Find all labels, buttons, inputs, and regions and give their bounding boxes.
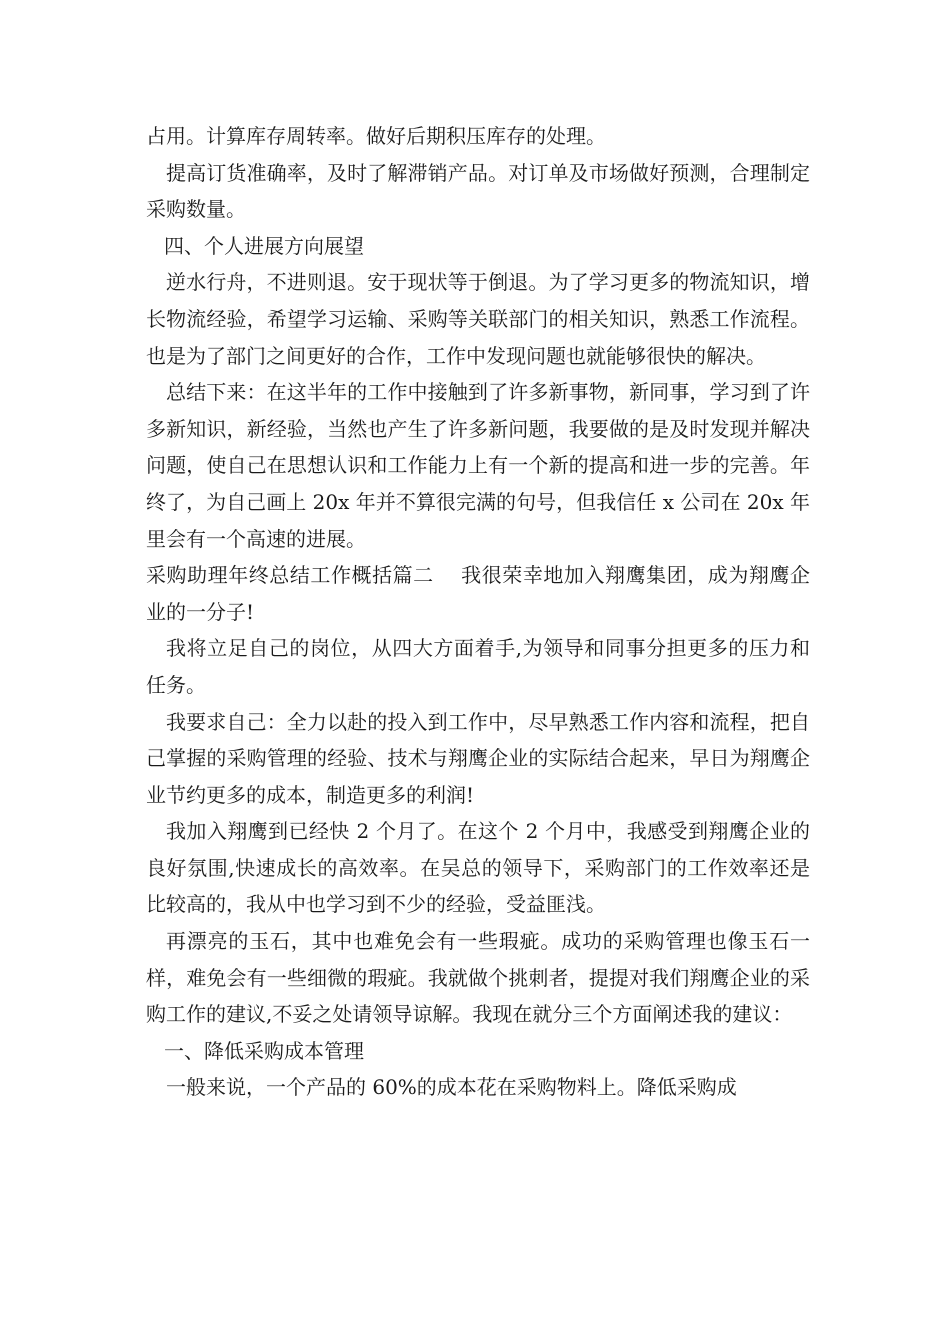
paragraph-summary: 总结下来：在这半年的工作中接触到了许多新事物，新同事，学习到了许多新知识，新经验，当然也产生了许多新问题，我要做的是及时发现并解决问题，使自己在思想认识和工作能力上有一个新的提高和进一步的完善。年终了，为自己画上 20x 年并不算很完满的句号，但我信任 x 公司在 20x 年里会有一个高速的进展。 (146, 380, 810, 551)
paragraph-cost-sixty-percent: 一般来说，一个产品的 60%的成本花在采购物料上。降低采购成 (166, 1075, 737, 1100)
paragraph-four-aspects: 我将立足自己的岗位，从四大方面着手,为领导和同事分担更多的压力和任务。 (146, 636, 810, 697)
paragraph-self-requirements: 我要求自己：全力以赴的投入到工作中，尽早熟悉工作内容和流程，把自己掌握的采购管理的经验、技术与翔鹰企业的实际结合起来，早日为翔鹰企业节约更多的成本，制造更多的利润! (146, 709, 810, 807)
section-heading-personal-outlook: 四、个人进展方向展望 (164, 233, 364, 258)
paragraph-inventory-continuation: 占用。计算库存周转率。做好后期积压库存的处理。 (146, 124, 606, 148)
paragraph-two-months: 我加入翔鹰到已经快 2 个月了。在这个 2 个月中，我感受到翔鹰企业的良好氛围,快速成长的高效率。在吴总的领导下，采购部门的工作效率还是比较高的，我从中也学习到不少的经验，受益匪浅。 (146, 819, 810, 917)
paragraph-personal-outlook: 逆水行舟，不进则退。安于现状等于倒退。为了学习更多的物流知识，增长物流经验，希望学习运输、采购等关联部门的相关知识，熟悉工作流程。也是为了部门之间更好的合作，工作中发现问题也就能够很快的解决。 (146, 270, 810, 368)
document-body (146, 118, 810, 1106)
paragraph-jade-flaws: 再漂亮的玉石，其中也难免会有一些瑕疵。成功的采购管理也像玉石一样，难免会有一些细微的瑕疵。我就做个挑刺者，提提对我们翔鹰企业的采购工作的建议,不妥之处请领导谅解。我现在就分三个方面阐述我的建议： (146, 929, 810, 1027)
paragraph-chapter-two-title: 采购助理年终总结工作概括篇二 我很荣幸地加入翔鹰集团，成为翔鹰企业的一分子! (146, 563, 810, 624)
paragraph-order-accuracy: 提高订货准确率，及时了解滞销产品。对订单及市场做好预测，合理制定采购数量。 (146, 160, 810, 222)
section-heading-reduce-cost: 一、降低采购成本管理 (164, 1038, 364, 1063)
